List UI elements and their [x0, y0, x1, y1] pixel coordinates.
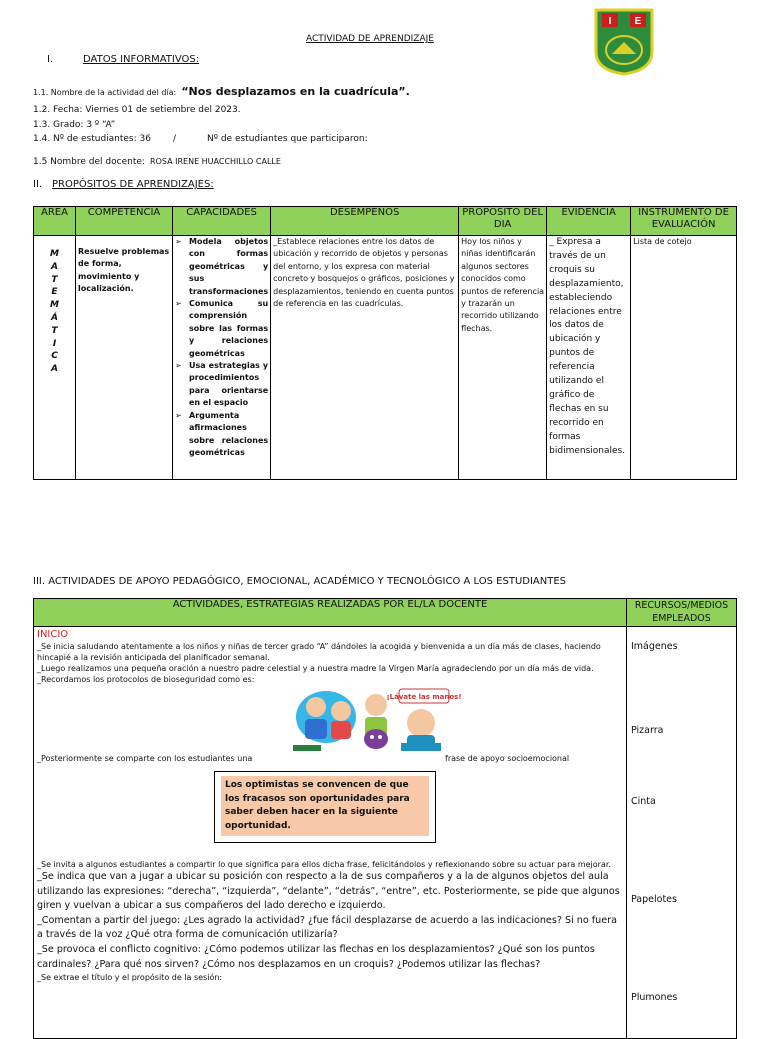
resource-item: Pizarra	[631, 725, 664, 736]
area-letter: M	[50, 249, 59, 259]
handwashing-image-text: ¡Lávate las manos!	[386, 693, 462, 701]
activity-name-value: “Nos desplazamos en la cuadrícula”.	[181, 85, 410, 98]
activities-cell	[34, 627, 627, 1039]
activity-name-line	[33, 80, 410, 99]
capacidad-item: ➢ Modela objetos con formas geométricas y sus transformaciones	[175, 236, 268, 298]
date-line: 1.2. Fecha: Viernes 01 de setiembre del 2023.	[33, 105, 241, 115]
paragraph-biosafety: _Recordamos los protocolos de bioseguridad como es:	[37, 675, 255, 684]
inicio-label: INICIO	[37, 629, 69, 640]
capacidad-item: ➢ Argumenta afirmaciones sobre relaciones geométricas	[175, 410, 268, 460]
col-activities: ACTIVIDADES, ESTRATEGIAS REALIZADAS POR EL/LA DOCENTE	[34, 599, 627, 627]
grade-line: 1.3. Grado: 3 º “A”	[33, 120, 116, 130]
competencia-cell: Resuelve problemas de forma, movimiento y localización.	[76, 236, 173, 480]
paragraph-prayer: _Luego realizamos una pequeña oración a nuestro padre celestial y a nuestra madre la Virgen María agradeciendo por un día más de vida.	[37, 664, 594, 673]
area-letter: T	[51, 325, 58, 336]
paragraph-greeting: _Se inicia saludando atentamente a los niños y niñas de tercer grado “A” dándoles la acogida y bienvenida a un día más de clases, haciendo hincapié a la revisión anticipada del planificador semanal.	[37, 642, 601, 662]
area-cell	[34, 236, 76, 480]
area-letter: A	[51, 261, 58, 272]
instrumento-cell: Lista de cotejo	[631, 236, 737, 480]
col-evidencia: EVIDENCIA	[547, 207, 631, 236]
phrase-intro-a: _Posteriormente se comparte con los estudiantes una	[37, 754, 253, 763]
col-instrumento: INSTRUMENTO DE EVALUACIÓN	[631, 207, 737, 236]
paragraph-reflection: _Se invita a algunos estudiantes a compartir lo que significa para ellos dicha frase, felicitándolos y reflexionando sobre su actuar para mejorar.	[37, 860, 611, 869]
teacher-name: ROSA IRENE HUACCHILLO CALLE	[150, 157, 281, 166]
activities-table	[33, 598, 737, 1039]
area-letter: T	[51, 274, 58, 285]
resource-item: Imágenes	[631, 641, 678, 652]
school-crest-icon	[594, 8, 654, 76]
proposito-cell: Hoy los niños y niñas identificarán algunos sectores conocidos como puntos de referencia y trazarán un recorrido utilizando flechas.	[459, 236, 547, 480]
col-capacidades: CAPACIDADES	[173, 207, 271, 236]
desempenos-cell: _Establece relaciones entre los datos de ubicación y recorrido de objetos y personas del entorno, y los expresa con material concreto y bosquejos o gráficos, posiciones y desplazamientos, teniendo en cuenta puntos de referencia en las cuadrículas.	[271, 236, 459, 480]
phrase-intro-b: frase de apoyo socioemocional	[445, 754, 570, 763]
section3-heading: III. ACTIVIDADES DE APOYO PEDAGÓGICO, EMOCIONAL, ACADÉMICO Y TECNOLÓGICO A LOS ESTUDIANTES	[33, 576, 567, 587]
col-desempenos: DESEMPEÑOS	[271, 207, 459, 236]
resource-item: Plumones	[631, 992, 678, 1003]
handwashing-image	[291, 687, 462, 751]
section1-heading: DATOS INFORMATIVOS:	[83, 54, 200, 65]
col-resources: RECURSOS/MEDIOS EMPLEADOS	[627, 599, 737, 627]
capacidad-item: ➢ Usa estrategias y procedimientos para orientarse en el espacio	[175, 360, 268, 410]
paragraph-game: _Se indica que van a jugar a ubicar su posición con respecto a la de sus compañeros y a la de algunos objetos del aula utilizando las expresiones: “derecha”, “izquierda”, “delante”, “detrás”, “entre”, etc. Posteriormente, se pide que algunos giren y vuelvan a ubicar a sus compañeros del lado derecho e izquierdo.	[37, 871, 620, 912]
quote-frame	[37, 765, 623, 855]
document-title: ACTIVIDAD DE APRENDIZAJE	[306, 34, 434, 44]
section1-number: I.	[47, 54, 54, 65]
section2-number: II.	[33, 179, 43, 190]
handwashing-illustration	[37, 687, 623, 751]
area-letter: E	[51, 287, 58, 298]
resource-item: Papelotes	[631, 894, 677, 905]
phrase-intro-line	[37, 751, 623, 765]
paragraph-comment: _Comentan a partir del juego: ¿Les agrado la actividad? ¿fue fácil desplazarse de acuerdo a las indicaciones? Si no fuera a través de la voz ¿Qué otra forma de comunicación utilizaría?	[37, 914, 617, 941]
students-count: 1.4. Nº de estudiantes: 36	[33, 134, 151, 144]
logo-letter-e: E	[634, 16, 642, 27]
area-letter: M	[50, 300, 59, 311]
quote-text: Los optimistas se convencen de que los fracasos son oportunidades para saber deben hacer en la siguiente oportunidad.	[221, 776, 429, 836]
col-competencia: COMPETENCIA	[76, 207, 173, 236]
teacher-line	[33, 149, 281, 168]
students-separator: /	[173, 134, 177, 144]
logo-letter-i: I	[608, 16, 612, 27]
quote-box	[214, 771, 436, 843]
activity-name-label: 1.1. Nombre de la actividad del día:	[33, 88, 177, 97]
capacidad-item: ➢ Comunica su comprensión sobre las formas y relaciones geométricas	[175, 298, 268, 360]
students-participated: Nº de estudiantes que participaron:	[207, 134, 368, 144]
resource-item: Cinta	[631, 796, 656, 807]
col-area: ÁREA	[34, 207, 76, 236]
area-letter: A	[51, 364, 58, 375]
resources-cell	[627, 627, 737, 1039]
evidencia-cell: _ Expresa a través de un croquis su desplazamiento, estableciendo relaciones entre los datos de ubicación y puntos de referencia utilizando el gráfico de flechas en su recorrido en formas bidimensionales.	[547, 236, 631, 480]
col-proposito: PROPÓSITO DEL DIA	[459, 207, 547, 236]
section2-heading: PROPÓSITOS DE APRENDIZAJES:	[52, 179, 214, 190]
paragraph-conflict: _Se provoca el conflicto cognitivo: ¿Cómo podemos utilizar las flechas en los desplazamientos? ¿Qué son los puntos cardinales? ¿Para qué nos sirven? ¿Cómo nos desplazamos en un croquis? ¿Podemos utilizar las flechas?	[37, 943, 595, 970]
paragraph-title: _Se extrae el título y el propósito de la sesión:	[37, 973, 223, 983]
area-letter: I	[52, 338, 57, 349]
area-letter: C	[51, 351, 58, 362]
teacher-label: 1.5 Nombre del docente:	[33, 157, 145, 167]
area-letter: Á	[51, 312, 58, 323]
capacidades-cell	[173, 236, 271, 480]
purposes-table	[33, 206, 737, 480]
